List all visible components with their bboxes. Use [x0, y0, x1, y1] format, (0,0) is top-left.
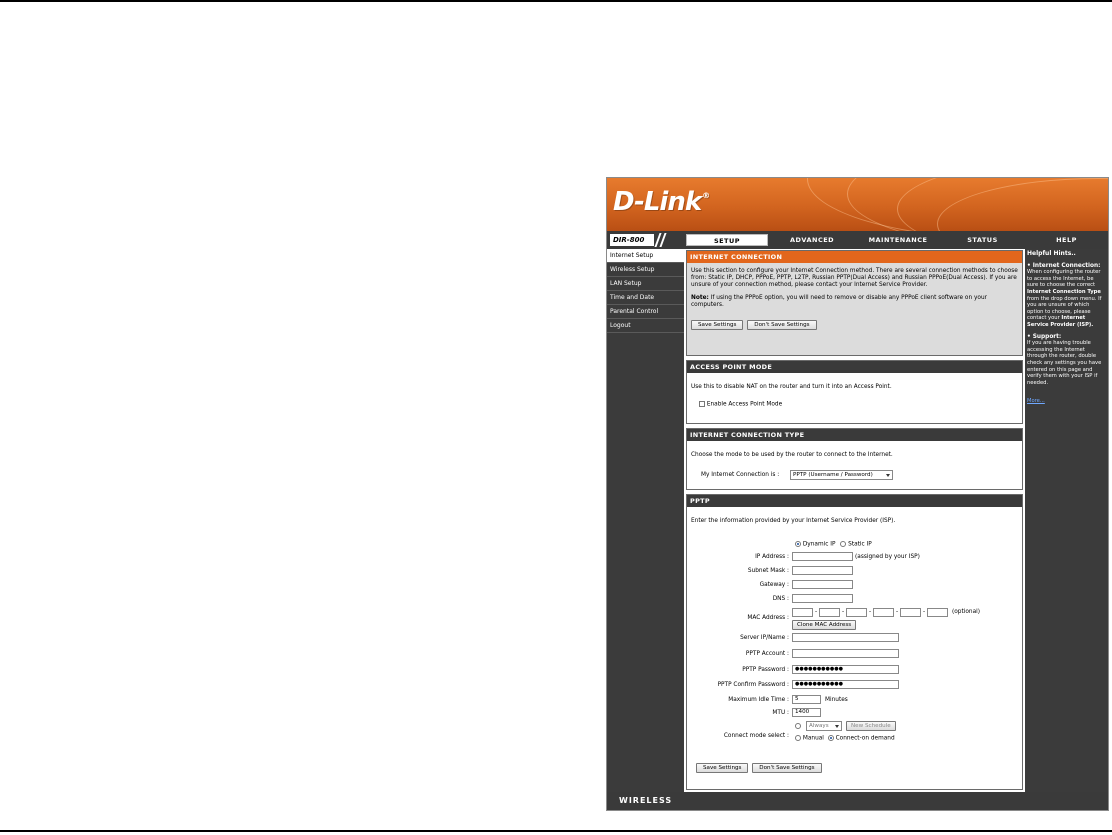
helpful-hints-panel: [1025, 249, 1108, 792]
tab-advanced[interactable]: ADVANCED: [789, 236, 835, 244]
dns-label: DNS :: [772, 596, 789, 602]
note-text: Note: If using the PPPoE option, you will need to remove or disable any PPPoE client software on your computers.: [691, 295, 988, 308]
mac-address-octet-2[interactable]: [819, 608, 840, 617]
dont-save-settings-button[interactable]: Don't Save Settings: [747, 320, 816, 330]
top-navigation: [607, 231, 1108, 249]
save-settings-button[interactable]: Save Settings: [696, 763, 748, 773]
tab-setup[interactable]: SETUP: [686, 234, 768, 246]
mac-address-octet-6[interactable]: [927, 608, 948, 617]
internet-connection-type-section: [686, 428, 1023, 490]
pptp-password-input[interactable]: ●●●●●●●●●●●: [792, 665, 899, 674]
dlink-logo: D-Link®: [613, 187, 710, 217]
subnet-mask-input[interactable]: [792, 566, 853, 575]
section-title: INTERNET CONNECTION: [687, 251, 1022, 263]
ip-address-input[interactable]: [792, 552, 853, 561]
manual-radio[interactable]: [795, 735, 801, 741]
connection-type-select[interactable]: PPTP (Username / Password): [790, 470, 893, 480]
sidebar-item-internet-setup[interactable]: Internet Setup: [607, 249, 684, 263]
pptp-section: PPTP Enter the information provided by your Internet Service Provider (ISP). Dynamic IP Static IP IP Address : (assigned by your ISP) Subnet Mask : Gateway : DNS : MAC Address : - - - - - (optional) Clone MAC Address Server IP/Name : PPTP Account : PPTP Password : ●●●●●●●●●●● PPTP Confirm Password : ●●●●●●●●●●● Maximum Idle Time : 5 Minutes MTU : 1400 Connect mode select : Always New Schedule Manual Connect-on demand Save Settings Don't Save Settings: [686, 494, 1023, 790]
always-radio[interactable]: [795, 723, 801, 729]
connect-on-demand-radio[interactable]: [828, 735, 834, 741]
access-point-description: Use this to disable NAT on the router and turn it into an Access Point.: [691, 384, 892, 390]
enable-access-point-label: Enable Access Point Mode: [706, 401, 783, 408]
sidebar-item-lan-setup[interactable]: LAN Setup: [607, 277, 684, 291]
mac-address-octet-1[interactable]: [792, 608, 813, 617]
pptp-password-label: PPTP Password :: [742, 667, 789, 673]
mac-optional-hint: (optional): [952, 609, 981, 615]
chevron-down-icon: [835, 725, 839, 728]
manual-label: Manual: [802, 735, 824, 742]
subnet-mask-label: Subnet Mask :: [747, 568, 789, 574]
server-label: Server IP/Name :: [740, 635, 789, 641]
connection-type-description: Choose the mode to be used by the router to connect to the Internet.: [691, 452, 893, 458]
connection-type-label: My Internet Connection is :: [701, 472, 780, 478]
wireless-logo: WIRELESS: [619, 796, 673, 805]
pptp-confirm-label: PPTP Confirm Password :: [717, 682, 789, 688]
clone-mac-button[interactable]: Clone MAC Address: [792, 620, 856, 630]
ip-address-label: IP Address :: [755, 554, 789, 560]
chevron-down-icon: [886, 474, 890, 477]
dns-input[interactable]: [792, 594, 853, 603]
dynamic-ip-radio[interactable]: [795, 541, 801, 547]
server-input[interactable]: [792, 633, 899, 642]
sidebar: [607, 249, 684, 792]
header-banner: [607, 178, 1108, 231]
footer-bar: [607, 792, 1108, 810]
sidebar-item-parental-control[interactable]: Parental Control: [607, 305, 684, 319]
mtu-input[interactable]: 1400: [792, 708, 821, 717]
pptp-confirm-input[interactable]: ●●●●●●●●●●●: [792, 680, 899, 689]
main-content: [686, 250, 1023, 790]
mac-address-octet-4[interactable]: [873, 608, 894, 617]
hints-title: Helpful Hints..: [1027, 250, 1076, 257]
mac-address-octet-3[interactable]: [846, 608, 867, 617]
idle-time-input[interactable]: 5: [792, 695, 821, 704]
router-admin-window: [606, 177, 1109, 811]
gateway-input[interactable]: [792, 580, 853, 589]
connect-mode-label: Connect mode select :: [723, 733, 789, 739]
access-point-mode-section: [686, 360, 1023, 424]
internet-connection-description: Use this section to configure your Internet Connection method. There are several connection methods to choose from: Static IP, DHCP, PPPoE, PPTP, L2TP, Russian PPTP(Dual Access) and Russian PPPoE(Dual Access). If you are unsure of your connection method, please contact your Internet Service Provider.: [691, 268, 1018, 288]
mac-address-octet-5[interactable]: [900, 608, 921, 617]
sidebar-item-logout[interactable]: Logout: [607, 319, 684, 333]
hint-support-text: If you are having trouble accessing the Internet through the router, double check any settings you have entered on this page and verify them with your ISP if needed.: [1027, 340, 1102, 386]
sidebar-item-wireless-setup[interactable]: Wireless Setup: [607, 263, 684, 277]
enable-access-point-checkbox[interactable]: [699, 401, 705, 407]
sidebar-item-time-and-date[interactable]: Time and Date: [607, 291, 684, 305]
section-title: INTERNET CONNECTION TYPE: [687, 429, 1022, 441]
hint-internet-connection-text: When configuring the router to access the Internet, be sure to choose the correct Internet Connection Type from the drop down menu. If you are unsure of which option to choose, please contact your Internet Service Provider (ISP).: [1027, 269, 1102, 328]
hint-support-title: • Support:: [1027, 333, 1062, 340]
idle-time-unit: Minutes: [825, 697, 848, 703]
schedule-select[interactable]: Always: [806, 721, 842, 731]
hint-internet-connection-title: • Internet Connection:: [1027, 262, 1101, 269]
internet-connection-section: [686, 250, 1023, 356]
dynamic-ip-label: Dynamic IP: [802, 541, 836, 548]
connect-on-demand-label: Connect-on demand: [835, 735, 895, 742]
section-title: PPTP: [687, 495, 1022, 507]
new-schedule-button[interactable]: New Schedule: [846, 721, 896, 731]
gateway-label: Gateway :: [759, 582, 789, 588]
save-settings-button[interactable]: Save Settings: [691, 320, 743, 330]
mac-address-label: MAC Address :: [747, 615, 789, 621]
pptp-description: Enter the information provided by your Internet Service Provider (ISP).: [691, 518, 896, 524]
static-ip-label: Static IP: [848, 541, 872, 548]
dont-save-settings-button[interactable]: Don't Save Settings: [752, 763, 821, 773]
section-title: ACCESS POINT MODE: [687, 361, 1022, 373]
pptp-account-label: PPTP Account :: [745, 651, 789, 657]
static-ip-radio[interactable]: [840, 541, 846, 547]
more-link[interactable]: More...: [1027, 398, 1045, 405]
tab-help[interactable]: HELP: [1056, 236, 1077, 244]
idle-time-label: Maximum Idle Time :: [728, 697, 789, 703]
model-badge: DIR-800: [610, 234, 654, 246]
tab-maintenance[interactable]: MAINTENANCE: [868, 236, 928, 244]
pptp-account-input[interactable]: [792, 649, 899, 658]
mtu-label: MTU :: [772, 710, 789, 716]
ip-address-hint: (assigned by your ISP): [855, 554, 920, 560]
top-rule: [0, 0, 1112, 2]
bottom-rule: [0, 830, 1112, 832]
tab-status[interactable]: STATUS: [967, 236, 998, 244]
